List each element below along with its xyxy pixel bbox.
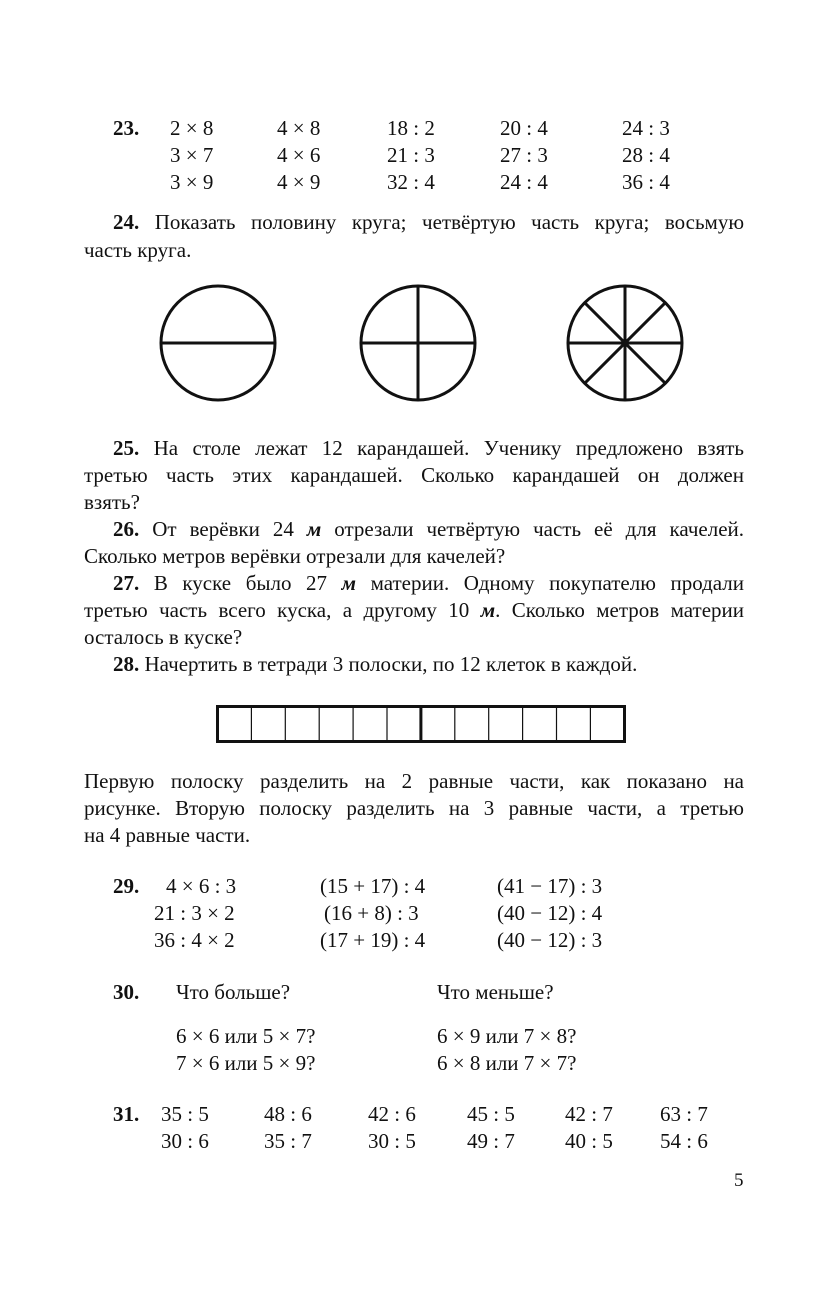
unit: м [341, 571, 357, 595]
expr: 36 : 4 × 2 [154, 928, 235, 952]
paragraph-line [113, 652, 637, 677]
expr: (15 + 17) : 4 [320, 874, 426, 898]
expr: 4 × 6 : 3 [166, 874, 237, 898]
expr: 3 × 9 [170, 170, 214, 194]
paragraph-line: часть круга. [84, 238, 192, 262]
page-number: 5 [734, 1170, 744, 1191]
expr: 20 : 4 [500, 116, 548, 140]
expr: 3 × 7 [170, 143, 214, 167]
expr: 2 × 8 [170, 116, 214, 140]
expr: 4 × 8 [277, 116, 321, 140]
eighth-circle [568, 286, 682, 400]
column-title: Что больше? [176, 980, 291, 1004]
expr: 32 : 4 [387, 170, 435, 194]
comparison: 6 × 9 или 7 × 8? [437, 1024, 577, 1048]
expr: 48 : 6 [264, 1102, 312, 1126]
expr: 35 : 5 [161, 1102, 209, 1126]
paragraph-line: третью часть этих карандашей. Сколько карандашей он должен [84, 463, 744, 487]
expr: 49 : 7 [467, 1129, 515, 1153]
exercise-number: 24. [113, 210, 140, 234]
text: В куске было 27 [153, 571, 342, 595]
expr: 21 : 3 × 2 [154, 901, 235, 925]
text: На столе лежат 12 карандашей. Ученику предложено взять [153, 436, 745, 460]
expr: 30 : 5 [368, 1129, 416, 1153]
text: третью часть всего куска, а другому 10 [84, 598, 481, 622]
paragraph-line: осталось в куске? [84, 625, 243, 649]
exercise-number: 31. [113, 1102, 140, 1126]
text: Показать половину круга; четвёртую часть круга; восьмую [154, 210, 745, 234]
paragraph-line [113, 517, 744, 542]
expr: 18 : 2 [387, 116, 435, 140]
exercise-number: 27. [113, 571, 140, 595]
unit: м [306, 517, 322, 541]
exercise-number: 30. [113, 980, 140, 1004]
paragraph-line: взять? [84, 490, 140, 514]
text: От верёвки 24 [152, 517, 307, 541]
unit: м [480, 598, 496, 622]
paragraph-line [113, 571, 744, 596]
paragraph-line [113, 436, 744, 461]
expr: 27 : 3 [500, 143, 548, 167]
expr: 4 × 9 [277, 170, 321, 194]
expr: 30 : 6 [161, 1129, 209, 1153]
expr: 24 : 4 [500, 170, 548, 194]
quarter-circle [361, 286, 475, 400]
expr: 63 : 7 [660, 1102, 708, 1126]
exercise-number: 25. [113, 436, 140, 460]
circles-figure [150, 280, 700, 410]
expr: (41 − 17) : 3 [497, 874, 603, 898]
paragraph-line: рисунке. Вторую полоску разделить на 3 равные части, а третью [84, 796, 744, 820]
column-title: Что меньше? [437, 980, 554, 1004]
expr: 45 : 5 [467, 1102, 515, 1126]
expr: (40 − 12) : 3 [497, 928, 603, 952]
expr: 24 : 3 [622, 116, 670, 140]
text: Начертить в тетради 3 полоски, по 12 клеток в каждой. [144, 652, 638, 676]
paragraph-line [113, 210, 744, 235]
expr: 28 : 4 [622, 143, 670, 167]
expr: (40 − 12) : 4 [497, 901, 603, 925]
exercise-number: 29. [113, 874, 140, 898]
expr: 21 : 3 [387, 143, 435, 167]
text: отрезали четвёртую часть её для качелей. [321, 517, 745, 541]
paragraph-line: Первую полоску разделить на 2 равные части, как показано на [84, 769, 744, 793]
expr: (16 + 8) : 3 [324, 901, 419, 925]
exercise-number: 26. [113, 517, 140, 541]
paragraph-line: на 4 равные части. [84, 823, 251, 847]
comparison: 6 × 8 или 7 × 7? [437, 1051, 577, 1075]
comparison: 6 × 6 или 5 × 7? [176, 1024, 316, 1048]
expr: 35 : 7 [264, 1129, 312, 1153]
paragraph-line: Сколько метров верёвки отрезали для качелей? [84, 544, 506, 568]
expr: 42 : 6 [368, 1102, 416, 1126]
expr: 40 : 5 [565, 1129, 613, 1153]
half-circle [161, 286, 275, 400]
expr: 42 : 7 [565, 1102, 613, 1126]
expr: 54 : 6 [660, 1129, 708, 1153]
comparison: 7 × 6 или 5 × 9? [176, 1051, 316, 1075]
expr: 36 : 4 [622, 170, 670, 194]
paragraph-line [84, 598, 744, 623]
expr: 4 × 6 [277, 143, 321, 167]
text: материи. Одному покупателю продали [356, 571, 745, 595]
expr: (17 + 19) : 4 [320, 928, 426, 952]
exercise-number: 23. [113, 116, 140, 140]
strip-figure [215, 704, 629, 746]
text: . Сколько метров материи [495, 598, 744, 622]
exercise-number: 28. [113, 652, 140, 676]
